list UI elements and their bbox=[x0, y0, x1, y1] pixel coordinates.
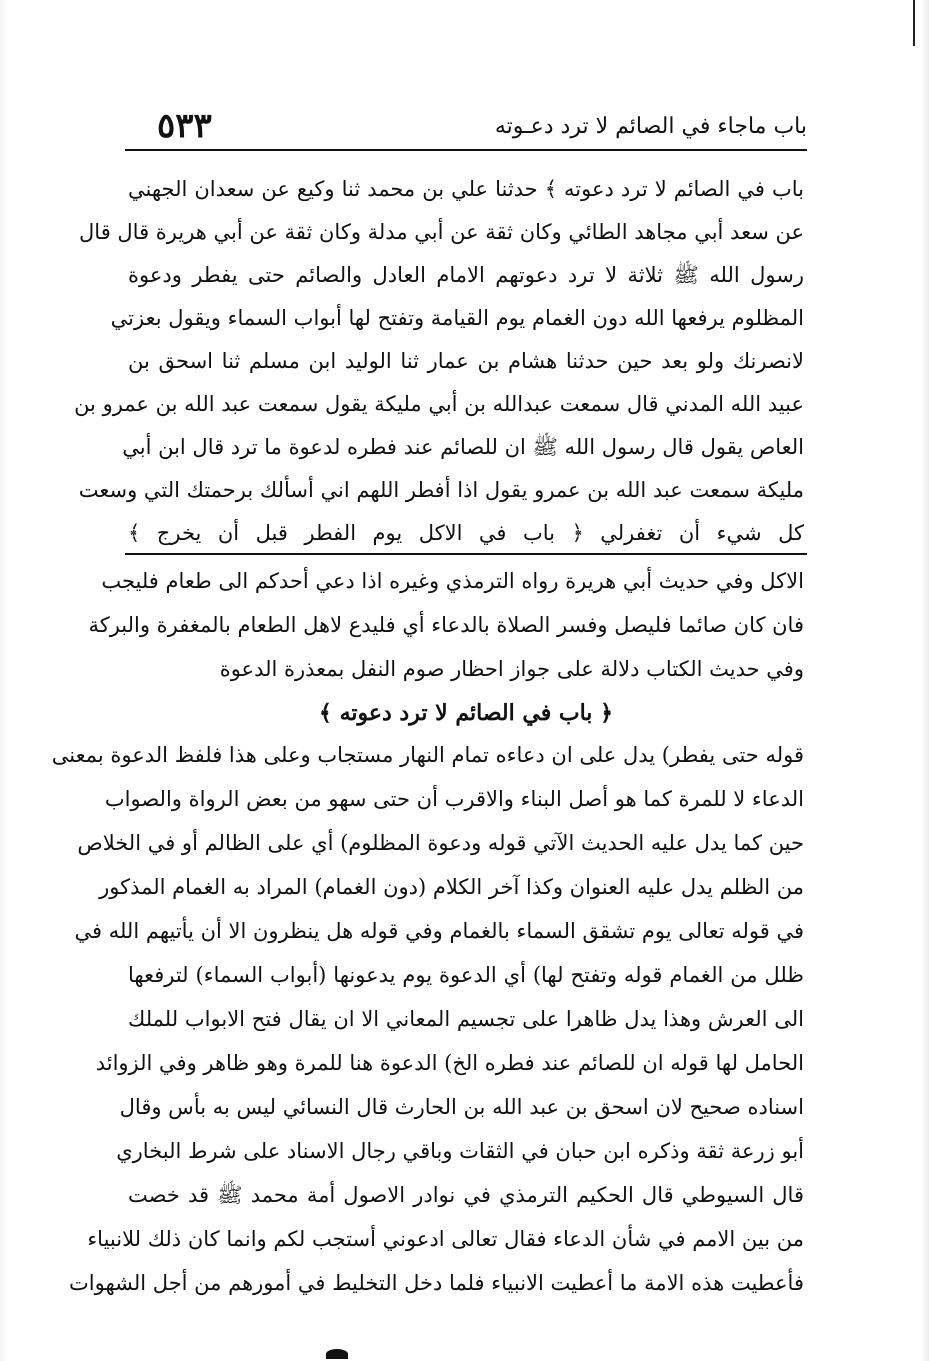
text-line: عن سعد أبي مجاهد الطائي وكان ثقة عن أبي مدلة وكان ثقة عن أبي هريرة قال قال bbox=[79, 220, 804, 244]
scan-gutter-line bbox=[913, 0, 915, 46]
page-number: ٥٣٣ bbox=[157, 106, 212, 146]
text-line: في قوله تعالى يوم تشقق السماء بالغمام وفي قوله هل ينظرون الا أن يأتيهم الله في bbox=[74, 919, 804, 943]
scan-edge-right bbox=[921, 0, 929, 1361]
page-header bbox=[125, 104, 807, 148]
text-line: لانصرنك ولو بعد حين حدثنا هشام بن عمار ثنا الوليد ابن مسلم ثنا اسحق بن bbox=[128, 349, 804, 373]
hadith-text bbox=[74, 162, 804, 552]
text-line: من بين الامم في شأن الدعاء فقال تعالى ادعوني أستجب لكم وانما كان ذلك للانبياء bbox=[87, 1227, 804, 1251]
text-line: الى العرش وهذا يدل ظاهرا على تجسيم المعاني الا ان يقال فتح الابواب للملك bbox=[128, 1007, 804, 1031]
running-title: باب ماجاء في الصائم لا ترد دعـوته bbox=[494, 114, 807, 139]
header-rule bbox=[125, 149, 807, 151]
text-line: من الظلم يدل عليه العنوان وكذا آخر الكلام (دون الغمام) المراد به الغمام المذكور bbox=[99, 875, 804, 899]
chapter-heading-row bbox=[128, 697, 804, 733]
text-line: العاص يقول قال رسول الله ﷺ ان للصائم عند فطره لدعوة ما ترد قال ابن أبي bbox=[122, 435, 804, 459]
text-line: الحامل لها قوله ان للصائم عند فطره الخ) الدعوة هنا للمرة وهو ظاهر وفي الزوائد bbox=[95, 1051, 804, 1075]
text-line: عبيد الله المدني قال سمعت عبدالله بن أبي مليكة يقول سمعت عبد الله بن عمرو بن bbox=[74, 392, 804, 416]
text-line: المظلوم يرفعها الله دون الغمام يوم القيامة وتفتح لها أبواب السماء ويقول بعزتي bbox=[110, 306, 804, 330]
commentary-continuation bbox=[88, 566, 804, 692]
text-line: اسناده صحيح لان اسحق بن عبد الله بن الحارث قال النسائي ليس به بأس وقال bbox=[119, 1095, 804, 1119]
section-divider-rule bbox=[125, 553, 807, 555]
text-line: الدعاء لا للمرة كما هو أصل البناء والاقرب أن حتى سهو من بعض الرواة والصواب bbox=[104, 787, 804, 811]
print-mark bbox=[326, 1349, 348, 1359]
text-line: فأعطيت هذه الامة ما أعطيت الانبياء فلما دخل التخليط في أمورهم من أجل الشهوات bbox=[69, 1271, 804, 1295]
text-line: أبو زرعة ثقة وذكره ابن حبان في الثقات وباقي رجال الاسناد على شرط البخاري bbox=[116, 1139, 804, 1163]
text-line: وفي حديث الكتاب دلالة على جواز احظار صوم النفل بمعذرة الدعوة bbox=[219, 657, 804, 681]
text-line: كل شيء أن تغفرلي ﴿ باب في الاكل يوم الفطر قبل أن يخرج ﴾ bbox=[128, 521, 804, 545]
text-line: باب في الصائم لا ترد دعوته ﴾ حدثنا علي بن محمد ثنا وكيع عن سعدان الجهني bbox=[128, 177, 804, 201]
chapter-heading: ﴿ باب في الصائم لا ترد دعوته ﴾ bbox=[319, 700, 613, 726]
text-line: رسول الله ﷺ ثلاثة لا ترد دعوتهم الامام العادل والصائم حتى يفطر ودعوة bbox=[128, 263, 804, 287]
text-line: حين كما يدل عليه الحديث الآتي قوله ودعوة المظلوم) أي على الظالم أو في الخلاص bbox=[77, 831, 804, 855]
commentary-text bbox=[51, 740, 804, 1300]
text-line: قوله حتى يفطر) يدل على ان دعاءه تمام النهار مستجاب وعلى هذا فلفظ الدعوة بمعنى bbox=[51, 743, 804, 767]
text-line: فان كان صائما فليصل وفسر الصلاة بالدعاء أي فليدع لاهل الطعام بالمغفرة والبركة bbox=[88, 613, 804, 637]
scan-edge-left bbox=[0, 0, 8, 1361]
text-line: مليكة سمعت عبد الله بن عمرو يقول اذا أفطر اللهم اني أسألك برحمتك التي وسعت bbox=[78, 478, 804, 502]
text-line: قال السيوطي قال الحكيم الترمذي في نوادر الاصول أمة محمد ﷺ قد خصت bbox=[128, 1183, 804, 1207]
text-line: ظلل من الغمام قوله وتفتح لها) أي الدعوة يوم يدعونها (أبواب السماء) لترفعها bbox=[128, 963, 804, 987]
text-line: الاكل وفي حديث أبي هريرة رواه الترمذي وغيره اذا دعي أحدكم الى طعام فليجب bbox=[101, 569, 804, 593]
